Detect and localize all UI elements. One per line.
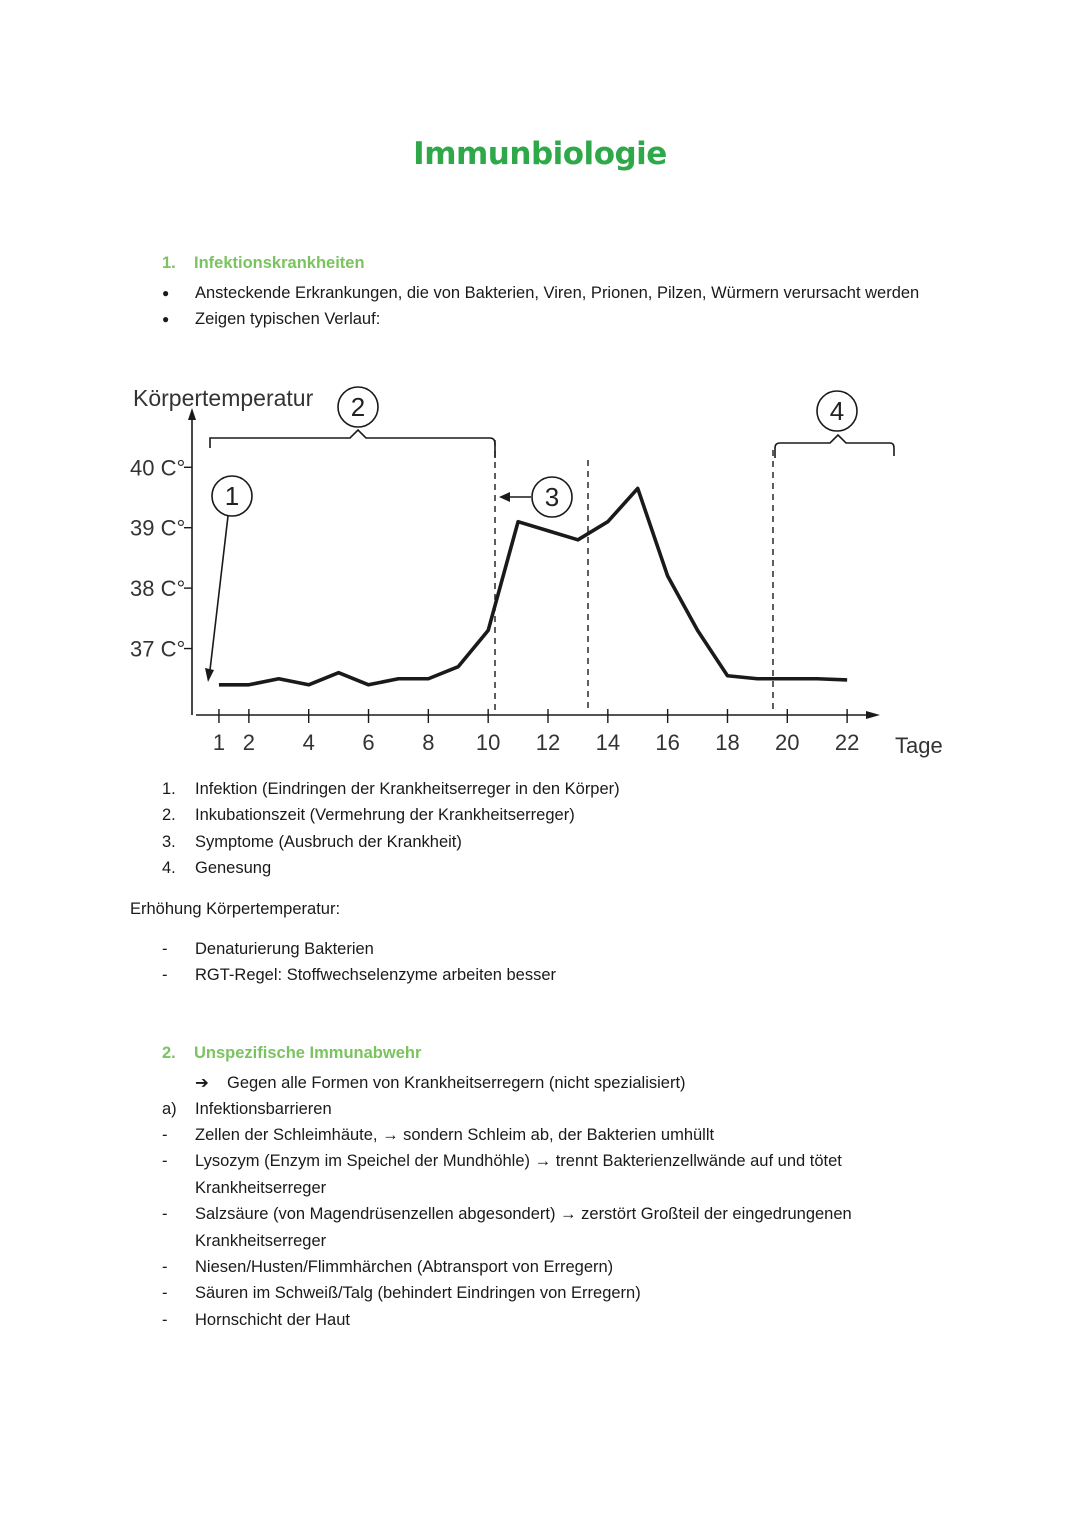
infection-pointer-arrow [205, 668, 214, 682]
fever-points [162, 936, 942, 989]
phase-annotations [205, 387, 894, 710]
list-item: - Hornschicht der Haut [162, 1307, 942, 1333]
x-tick-label: 18 [715, 730, 740, 755]
x-tick-label: 10 [475, 730, 501, 755]
x-tick-label: 8 [422, 730, 435, 755]
section-2-summary: ➔ Gegen alle Formen von Krankheitserregern (nicht spezialisiert) [195, 1070, 686, 1096]
list-item: 1. Infektion (Eindringen der Krankheitserreger in den Körper) [162, 780, 620, 798]
list-item: - Zellen der Schleimhäute, → sondern Schleim ab, der Bakterien umhüllt [162, 1122, 942, 1148]
section-1-title: Infektionskrankheiten [194, 254, 365, 272]
section-2-heading [162, 1044, 421, 1063]
recovery-bracket [775, 435, 894, 458]
phase-marker-label: 3 [544, 482, 560, 512]
page-title: Immunbiologie [413, 136, 667, 172]
symptoms-pointer-arrow [499, 492, 510, 502]
dash-marker: - [162, 1310, 168, 1329]
dash-marker: - [162, 1126, 168, 1144]
list-item: - Lysozym (Enzym im Speichel der Mundhöhle) → trennt Bakterienzellwände auf und tötet Krankheitserreger [162, 1148, 942, 1201]
list-item: ● Ansteckende Erkrankungen, die von Bakterien, Viren, Prionen, Pilzen, Würmern verursacht werden [162, 280, 942, 306]
list-item: - Säuren im Schweiß/Talg (behindert Eindringen von Erregern) [162, 1280, 942, 1306]
x-axis-label: Tage [895, 733, 943, 758]
incubation-bracket [210, 430, 495, 458]
list-item: - Salzsäure (von Magendrüsenzellen abgesondert) → zerstört Großteil der eingedrungenen Krankheitserreger [162, 1201, 942, 1254]
x-tick-label: 22 [834, 730, 860, 755]
dash-marker: - [162, 966, 168, 985]
x-tick-label: 2 [242, 730, 255, 755]
x-tick-label: 20 [775, 730, 800, 755]
x-tick-label: 16 [655, 730, 680, 755]
chart-labels [130, 385, 943, 758]
list-item: - Denaturierung Bakterien [162, 936, 942, 962]
x-tick-label: 4 [302, 730, 315, 755]
phase-marker-label: 4 [829, 396, 845, 426]
y-tick-label: 38 C° [130, 576, 186, 602]
x-tick-label: 1 [212, 730, 226, 755]
x-tick-label: 14 [595, 730, 621, 755]
y-tick-label: 40 C° [130, 455, 186, 481]
dash-marker: - [162, 1205, 168, 1224]
y-axis-label: Körpertemperatur [133, 385, 314, 411]
fever-chart-svg [0, 370, 1080, 770]
dash-marker: - [162, 1258, 168, 1277]
temperature-series [219, 488, 847, 685]
dash-marker: - [162, 1152, 168, 1171]
list-item: - Niesen/Husten/Flimmhärchen (Abtransport von Erregern) [162, 1254, 942, 1280]
barrier-subheading: a) Infektionsbarrieren [162, 1100, 332, 1118]
fever-chart [0, 370, 1080, 770]
list-item: - RGT-Regel: Stoffwechselenzyme arbeiten besser [162, 962, 942, 988]
list-item: 4. Genesung [162, 859, 272, 878]
bullet-icon: ● [162, 286, 170, 300]
phase-marker-label: 1 [224, 481, 240, 511]
x-axis-arrow [866, 711, 880, 719]
list-item: 3. Symptome (Ausbruch der Krankheit) [162, 832, 462, 851]
section-1-heading [162, 254, 365, 273]
section-2-number: 2. [162, 1044, 176, 1062]
x-tick-label: 6 [362, 730, 375, 755]
bullet-icon: ● [162, 312, 170, 327]
phase-marker-label: 2 [350, 392, 366, 422]
barrier-points [162, 1122, 942, 1333]
phase-list [162, 776, 942, 882]
dash-marker: - [162, 1284, 168, 1303]
list-item: 2. Inkubationszeit (Vermehrung der Krankheitserreger) [162, 806, 575, 825]
infection-pointer [210, 516, 228, 670]
section-2-title: Unspezifische Immunabwehr [194, 1044, 422, 1062]
dash-marker: - [162, 940, 168, 958]
list-item: ● Zeigen typischen Verlauf: [162, 306, 942, 332]
section-1-number: 1. [162, 254, 176, 272]
infection-bullets [162, 280, 942, 333]
fever-heading: Erhöhung Körpertemperatur: [130, 900, 341, 918]
temperature-line [219, 488, 847, 684]
arrow-icon: ➔ [195, 1074, 209, 1092]
x-tick-label: 12 [535, 730, 561, 755]
y-tick-label: 37 C° [130, 636, 186, 662]
y-tick-label: 39 C° [130, 515, 186, 541]
